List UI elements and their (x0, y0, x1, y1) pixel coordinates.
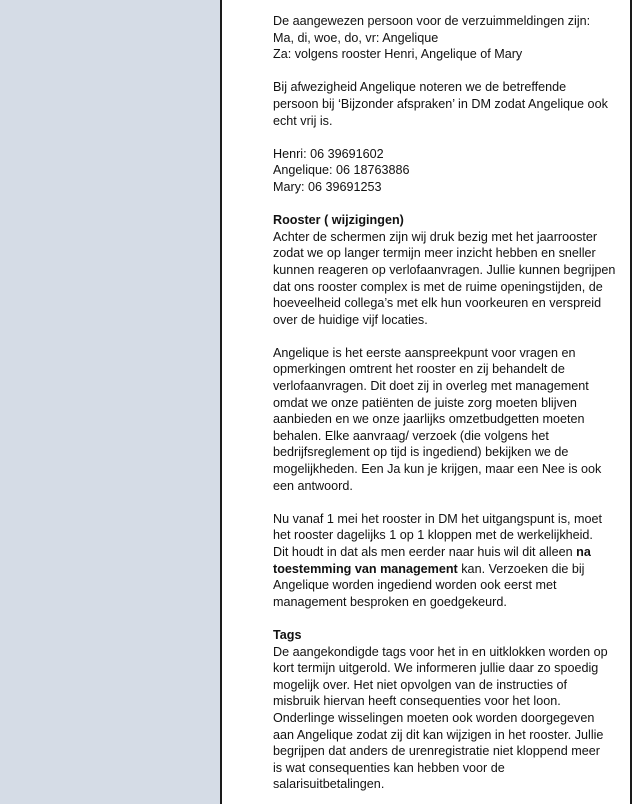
text-line: over de huidige vijf locaties. (273, 312, 428, 327)
angelique-paragraph (273, 345, 618, 494)
text-line: persoon bij ‘Bijzonder afspraken’ in DM zodat Angelique ook (273, 96, 608, 111)
text-line: begrijpen dat anders de urenregistratie niet kloppend meer (273, 744, 600, 759)
text-line: Angelique worden ingediend worden ook eerst met (273, 578, 557, 593)
text-line: Bij afwezigheid Angelique noteren we de betreffende (273, 80, 567, 95)
text-line: De aangewezen persoon voor de verzuimmeldingen zijn: (273, 14, 591, 28)
text-line: misbruik hiervan heeft consequenties voor het loon. (273, 694, 561, 709)
left-margin-panel (0, 0, 222, 804)
text-line: aanbieden en we onze jaarlijks omzetbudgetten moeten (273, 412, 585, 427)
phone-line-mary: Mary: 06 39691253 (273, 179, 382, 194)
text-line: management besproken en goedgekeurd. (273, 594, 507, 609)
text-line: Angelique is het eerste aanspreekpunt voor vragen en (273, 345, 576, 360)
page-border-line (630, 0, 632, 804)
section-heading-tags: Tags (273, 627, 302, 642)
section-heading-rooster: Rooster ( wijzigingen) (273, 213, 404, 228)
document-body (273, 13, 618, 810)
contact-intro-paragraph (273, 13, 618, 63)
text-line-mixed (273, 561, 618, 578)
text-line: is wat consequenties kan hebben voor de (273, 760, 505, 775)
text-line: kunnen reageren op verlofaanvragen. Jullie kunnen begrijpen (273, 262, 616, 277)
phone-line-angelique: Angelique: 06 18763886 (273, 163, 410, 178)
rooster-section (273, 212, 618, 328)
text-line: het rooster dagelijks 1 op 1 kloppen met de werkelijkheid. (273, 528, 593, 543)
text-line: bedrijfsreglement op tijd is ingediend) bekijken we de (273, 445, 569, 460)
text-line: Nu vanaf 1 mei het rooster in DM het uitgangspunt is, moet (273, 511, 603, 526)
text-line: kort termijn uitgerold. We informeren jullie daar zo spoedig (273, 661, 599, 676)
text-line: hoeveelheid collega’s met elk hun voorkeuren en verspreid (273, 296, 602, 311)
bold-text-run: toestemming van management (273, 561, 458, 576)
text-line: verlofaanvragen. Dit doet zij in overleg met management (273, 379, 589, 394)
dm-rooster-paragraph (273, 511, 618, 611)
text-line: een antwoord. (273, 478, 353, 493)
phone-line-henri: Henri: 06 39691602 (273, 146, 384, 161)
text-line: aan Angelique zodat zij dit kan wijzigen in het rooster. Jullie (273, 727, 604, 742)
text-line: Ma, di, woe, do, vr: Angelique (273, 30, 439, 45)
text-line: behalen. Elke aanvraag/ verzoek (die volgens het (273, 428, 549, 443)
text-line: zodat we op langer termijn meer inzicht hebben en sneller (273, 246, 596, 261)
text-line: omdat we onze patiënten de juiste zorg moeten blijven (273, 395, 577, 410)
text-line-mixed (273, 544, 618, 561)
phone-numbers-paragraph (273, 146, 618, 196)
text-line: echt vrij is. (273, 113, 333, 128)
text-line: Za: volgens rooster Henri, Angelique of Mary (273, 47, 523, 62)
text-line: Achter de schermen zijn wij druk bezig met het jaarrooster (273, 229, 598, 244)
text-line: mogelijkheden. Een Ja kun je krijgen, maar een Nee is ook (273, 462, 602, 477)
text-line: mogelijk over. Het niet opvolgen van de instructies of (273, 677, 568, 692)
text-run: kan. Verzoeken die bij (457, 561, 585, 576)
text-line: salarisuitbetalingen. (273, 777, 385, 792)
text-line: De aangekondigde tags voor het in en uitklokken worden op (273, 644, 608, 659)
bold-text-run: na (576, 545, 591, 559)
absence-paragraph (273, 79, 618, 129)
text-line: opmerkingen omtrent het rooster en zij behandelt de (273, 362, 565, 377)
tags-section (273, 627, 618, 793)
text-line: dat ons rooster complex is met de ruime openingstijden, de (273, 279, 603, 294)
text-run: Dit houdt in dat als men eerder naar huis wil dit alleen (273, 545, 577, 559)
text-line: Onderlinge wisselingen moeten ook worden doorgegeven (273, 710, 595, 725)
